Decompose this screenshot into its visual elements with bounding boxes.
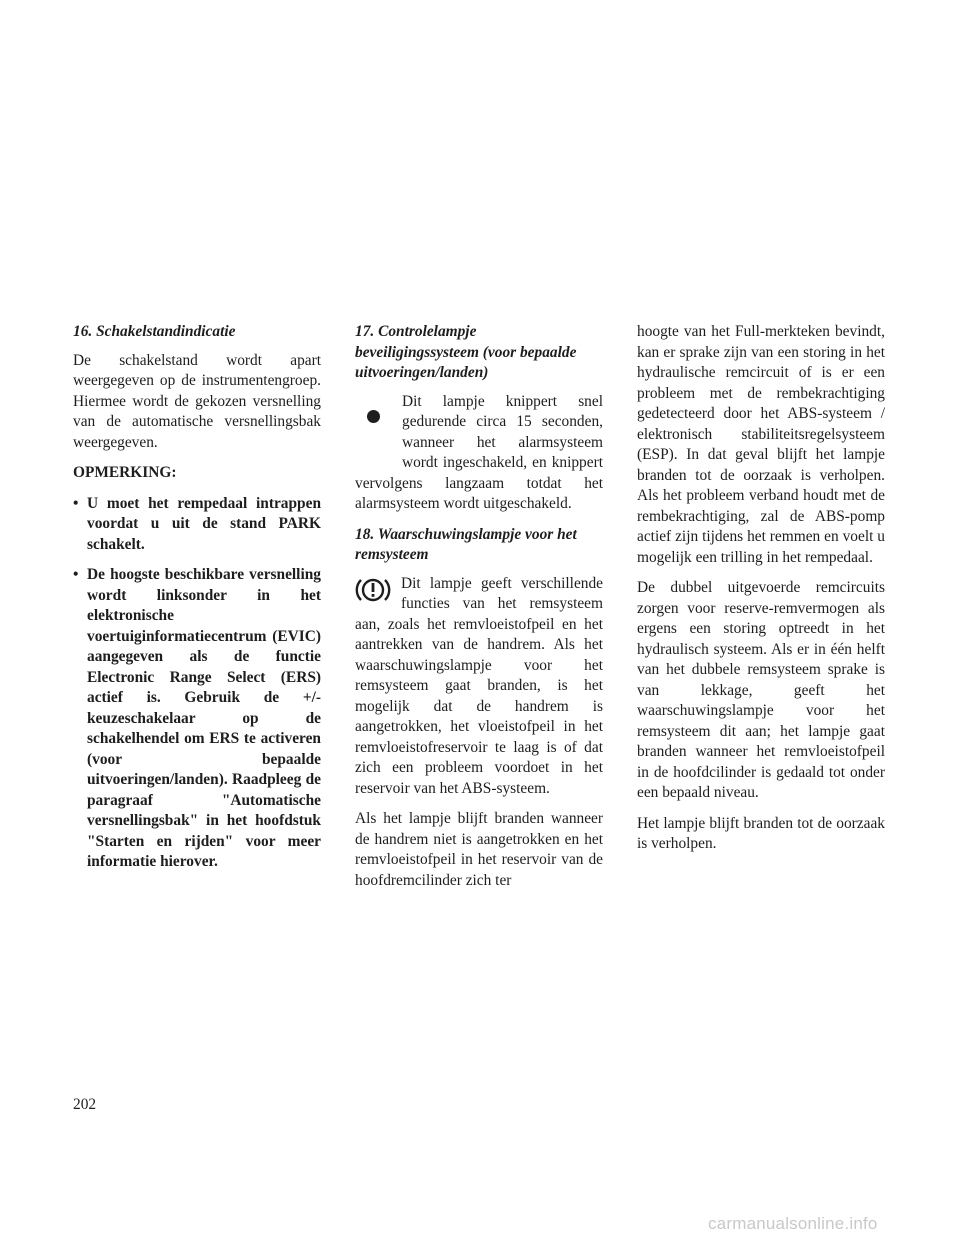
light-remains-paragraph: Het lampje blijft branden tot de oorzaak is verholpen.: [637, 814, 885, 852]
note-bullet-1: • U moet het rempedaal intrappen voordat u uit de stand PARK schakelt.: [73, 494, 321, 556]
security-indicator-icon: [367, 410, 380, 423]
brake-warning-icon: [355, 576, 391, 604]
watermark: carmanualsonline.info: [708, 1214, 878, 1233]
brake-circuit-paragraph: hoogte van het Full-merkteken bevindt, kan er sprake zijn van een storing in het hydraulische remcircuit of is er een probleem met de rembekrachtiging gedetecteerd door het ABS-systeem / elektronisch stabiliteitsregelsysteem (ESP). In dat geval blijft het lampje branden tot de oorzaak is verholpen. Als het probleem verband houdt met de rembekrachtiging, zal de ABS-pomp actief zijn tijdens het remmen en voelt u mogelijk een trilling in het rempedaal.: [637, 323, 885, 566]
page-number: 202: [73, 1096, 97, 1113]
section-17-paragraph: Dit lampje knippert snel gedurende circa 15 seconden, wanneer het alarmsysteem wordt ingeschakeld, en knippert vervolgens langzaam totdat het alarmsysteem wordt uitgeschakeld.: [355, 392, 603, 512]
section-16-paragraph: De schakelstand wordt apart weergegeven op de instrumentengroep. Hiermee wordt de gekozen versnelling van de automatische versnellingsbak weergegeven.: [73, 351, 321, 451]
note-bullet-list: [73, 494, 321, 873]
section-17-body: [355, 392, 603, 515]
section-18-body: [355, 574, 603, 800]
note-bullet-2: • De hoogste beschikbare versnelling wordt linksonder in het elektronische voertuiginformatiecentrum (EVIC) aangegeven als de functie Electronic Range Select (ERS) actief is. Gebruik de +/- keuzeschakelaar op de schakelhendel om ERS te activeren (voor bepaalde uitvoeringen/landen). Raadpleeg de paragraaf "Automatische versnellingsbak" in het hoofdstuk "Starten en rijden" voor meer informatie hierover.: [73, 565, 321, 873]
middle-column: [355, 322, 603, 901]
section-16-heading: 16. Schakelstandindicatie: [73, 323, 236, 340]
section-18-heading: 18. Waarschuwingslampje voor het remsysteem: [355, 525, 577, 563]
section-18-paragraph-2: Als het lampje blijft branden wanneer de handrem niet is aangetrokken en het remvloeistofpeil in het reservoir van de hoofdremcilinder zich ter: [355, 810, 603, 889]
right-column: [637, 322, 885, 865]
note-label: OPMERKING:: [73, 464, 177, 481]
left-column: [73, 322, 321, 883]
section-18-paragraph: Dit lampje geeft verschillende functies van het remsysteem aan, zoals het remvloeistofpeil en het aantrekken van de handrem. Als het waarschuwingslampje voor het remsysteem gaat branden, is het mogelijk dat de handrem is aangetrokken, het vloeistofpeil in het remvloeistofreservoir te laag is of dat zich een probleem voordoet in het reservoir van het ABS-systeem.: [355, 574, 603, 797]
section-17-heading: 17. Controlelampje beveiligingssysteem (voor bepaalde uitvoeringen/landen): [355, 323, 577, 381]
dual-circuit-paragraph: De dubbel uitgevoerde remcircuits zorgen voor reserve-remvermogen als ergens een storing optreedt in het hydraulisch systeem. Als er in één helft van het dubbele remsysteem sprake is van lekkage, geeft het waarschuwingslampje voor het remsysteem dit aan; het lampje gaat branden wanneer het remvloeistofpeil in de hoofdcilinder is gedaald tot onder een bepaald niveau.: [637, 579, 885, 801]
